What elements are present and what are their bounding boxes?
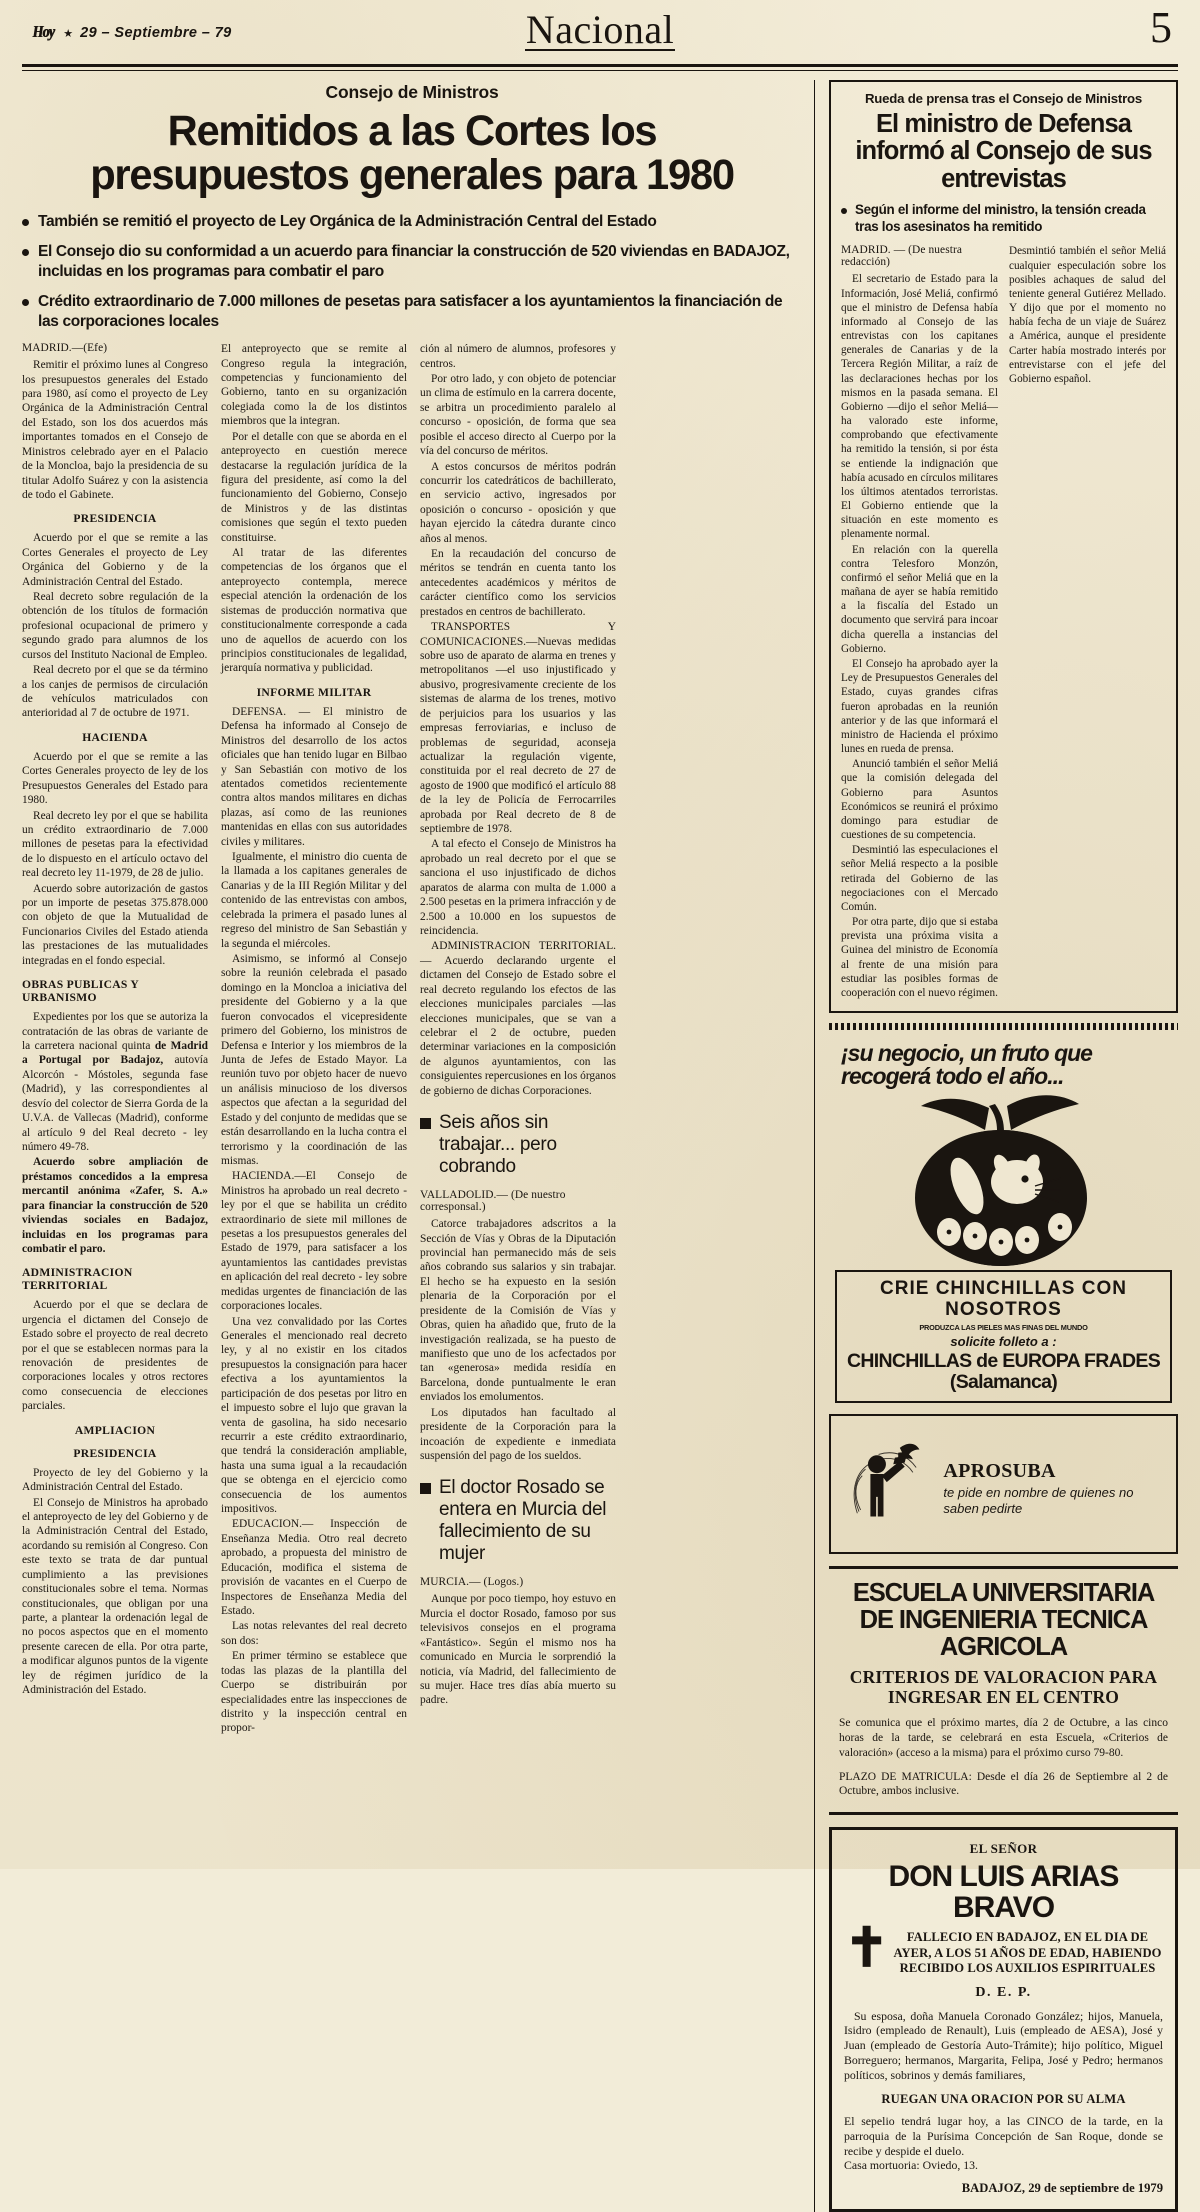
- defensa-column-2: [1009, 244, 1166, 1001]
- defensa-columns: [841, 244, 1166, 1001]
- paragraph: Desmintió las especulaciones el señor Meliá respecto a la posible retirada del Gobierno de las negociaciones con el Mercado Común.: [841, 844, 998, 913]
- dateline: MADRID.—(Efe): [22, 342, 108, 355]
- pull-quote-text: El doctor Rosado se entera en Murcia del fallecimiento de su mujer: [439, 1477, 607, 1565]
- paragraph: En primer término se establece que todas las plazas de la plantilla del Cuerpo se distribuirán por especialidades entre las inspecciones de distrito y la inspección central en propor-: [221, 1650, 407, 1735]
- paragraph: Aunque por poco tiempo, hoy estuvo en Murcia el doctor Rosado, famoso por sus televisivos consejos en el programa «Fantástico». Según el mismo nos ha comunicado en Murcia le sorprendió la noticia, vía Madrid, del fallecimiento de su mujer. Hace tres días abía muerto su padre.: [420, 1593, 616, 1707]
- lead-column-2: [221, 342, 407, 1737]
- escuela-title: ESCUELA UNIVERSITARIA DE INGENIERIA TECNICA AGRICOLA: [852, 1578, 1155, 1661]
- defensa-story-box: [829, 80, 1178, 1013]
- paragraph: Al tratar de las diferentes competencias de los órganos que el anteproyecto contempla, merece especial atención la ordenación de los sistemas de producción normativa que constitucionalmente corresponde a cada uno de aquellos de acuerdo con los principios constitucionales de legalidad, jerarquía normativa y publicidad.: [221, 547, 407, 675]
- section-heading: HACIENDA: [82, 730, 148, 744]
- ad-separator: [829, 1023, 1178, 1030]
- para-part: Expedientes por los que se autoriza la contratación de las obras de variante de la carretera nacional quinta: [22, 1011, 208, 1053]
- square-bullet-icon: [420, 1483, 431, 1494]
- section-heading: ADMINISTRACION TERRITORIAL: [22, 1266, 133, 1293]
- ad-line-1: CRIE CHINCHILLAS CON NOSOTROS: [880, 1278, 1127, 1320]
- paragraph: En la recaudación del concurso de méritos se tendrán en cuenta tanto los antecedentes académicos y méritos de carácter científico como los servicios prestados en centros de bachillerato.: [420, 548, 616, 618]
- para-part: autovía Alcorcón - Móstoles, segunda fase (Madrid), y las correspondientes al desvío del colector de Sierra Gorda de la U.V.A. de Vallecas (Madrid), conforme al artículo 9 del Real decreto - ley número 49-78.: [22, 1054, 209, 1153]
- defensa-column-1: [841, 244, 998, 1001]
- page-number: 5: [1150, 3, 1172, 52]
- paragraph: Proyecto de ley del Gobierno y la Administración Central del Estado.: [22, 1466, 208, 1494]
- paragraph: Los diputados han facultado al presidente de la Corporación para la incoación de expediente e inmediata suspensión del pago de los sueldos.: [420, 1406, 616, 1462]
- paragraph: El secretario de Estado para la Información, José Meliá, confirmó que el ministro de Defensa había informado al Consejo de las entrevistas con los capitanes generales de Canarias y de la Tercera Región Militar, a raíz de las declaraciones hechas por los mismos en la pasada semana. El Gobierno —dijo el señor Meliá— ha valorado este informe, comprobando que efectivamente ha remitido la tensión, si por ésta se entiende la indignación que había acusado en círculos militares los últimos atentados terroristas. El Gobierno entiende que la situación en este momento es plenamente normal.: [841, 273, 998, 541]
- paragraph: Las notas relevantes del real decreto son dos:: [221, 1620, 407, 1647]
- main-story-zone: [22, 80, 814, 2212]
- lead-column-1: [22, 342, 208, 1737]
- paragraph: Por otro lado, y con objeto de potenciar un clima de estímulo en la carrera docente, se arbitra un procedimiento paralelo al concurso - oposición, de forma que sea posible el acceso directo al Cuerpo por la vía del concurso de méritos.: [420, 372, 616, 458]
- ad-escuela-universitaria[interactable]: [829, 1566, 1178, 1815]
- defensa-summary: [841, 202, 1166, 236]
- section-heading: AMPLIACION: [74, 1423, 156, 1437]
- obituary-family: Su esposa, doña Manuela Coronado González; hijos, Manuela, Isidro (empleado de Renault), Luis (empleado de AESA), José y Juan (empleado de Gestoría Auto-Trámite); hijo político, Miguel Borreguero; hermanos, Margarita, Felipa, José y Pedro; hermanos políticos, sobrinos y demás familiares,: [844, 2008, 1163, 2082]
- star-icon: ★: [63, 28, 74, 40]
- square-bullet-icon: [420, 1118, 431, 1129]
- aprosuba-text: [943, 1424, 1166, 1517]
- apple-illustration: [829, 1086, 1178, 1266]
- obituary-dep: D. E. P.: [975, 1984, 1032, 2000]
- summary-bullet: [22, 242, 802, 281]
- lead-summary-list: [22, 212, 802, 332]
- summary-text: Crédito extraordinario de 7.000 millones de pesetas para satisfacer a los ayuntamientos la financiación de las corporaciones locales: [38, 293, 783, 330]
- page-body: [22, 80, 1178, 2212]
- ad-aprosuba[interactable]: [829, 1414, 1178, 1554]
- obituary-senor: EL SEÑOR: [969, 1841, 1038, 1857]
- paragraph: ADMINISTRACION TERRITORIAL.— Acuerdo declarando urgente el dictamen del Consejo de Estado sobre el real decreto regulando los efectos de las elecciones municipales parciales —las elecciones municipales, que se van a celebrar el 2 de octubre, pueden determinar variaciones en la composición de algunos ayuntamientos, con las consiguientes repercusiones en los órganos de gobierno de dichas Corporaciones.: [420, 940, 616, 1097]
- paragraph: EDUCACION.— Inspección de Enseñanza Media. Otro real decreto aprobado, a propuesta del ministro de Educación, modifica el sistema de provisión de vacantes en el Cuerpo de Inspectores de Enseñanza Media del Estado.: [221, 1518, 407, 1617]
- dateline: MURCIA.— (Logos.): [420, 1576, 524, 1589]
- ad-line-2: PRODUZCA LAS PIELES MAS FINAS DEL MUNDO: [919, 1322, 1088, 1332]
- bullet-dot-icon: [22, 299, 29, 306]
- ad-line-3: solicite folleto a :: [950, 1333, 1057, 1349]
- paragraph: En relación con la querella contra Telesforo Monzón, confirmó el señor Meliá que en la mañana de ayer se había remitido a la fiscalía del Estado un documento que servirá para incoar dicha querella a instancias del Gobierno.: [841, 543, 998, 655]
- ad-chinchillas[interactable]: [829, 1040, 1178, 1403]
- paragraph: Por otra parte, dijo que si estaba prevista una próxima visita a Guinea del ministro de Economía al frente de una misión para estudiar las posibles formas de cooperación con el nuevo régimen.: [841, 916, 998, 999]
- summary-bullet: [22, 292, 802, 331]
- summary-text: También se remitió el proyecto de Ley Orgánica de la Administración Central del Estado: [38, 212, 657, 230]
- pull-quote-text: Seis años sin trabajar... pero cobrando: [439, 1112, 557, 1178]
- obituary-detail: FALLECIO EN BADAJOZ, EN EL DIA DE AYER, A LOS 51 AÑOS DE EDAD, HABIENDO RECIBIDO LOS AUXILIOS ESPIRITUALES: [893, 1930, 1162, 1976]
- paragraph: ción al número de alumnos, profesores y centros.: [420, 343, 616, 370]
- section-heading: INFORME MILITAR: [256, 685, 372, 699]
- paragraph: Catorce trabajadores adscritos a la Sección de Vías y Obras de la Diputación provincial han permanecido más de seis años cobrando sus salarios y sin trabajar. El hecho se ha expuesto en la sesión plenaria de la Corporación por el presidente de la Comisión de Vías y Obras, quien ha añadido que, fruto de la investigación realizada, se ha puesto de manifiesto que uno de los acfectados por tan «generosa» medida residía en Barcelona, donde puntualmente le eran enviados los emolumentos.: [420, 1218, 616, 1404]
- obituary-city-date: BADAJOZ, 29 de septiembre de 1979: [961, 2181, 1163, 2196]
- paragraph: El Consejo de Ministros ha aprobado el anteproyecto de ley del Gobierno y de la Administración Central del Estado, acordando su remisión al Congreso. Con este texto se trata de dar puntual cumplimiento a las previsiones constitucionales sobre el tema. Normas constitucionales, que obligan por una parte, a plantear la ordenación legal de no pocos aspectos que en el momento presente carecen de ella. Por otra parte, a modificar algunos puntos de la vigente ley de régimen jurídico de la Administración del Estado.: [22, 1496, 208, 1697]
- paragraph: Por el detalle con que se aborda en el anteproyecto en cuestión merece destacarse la regulación jurídica de la figura del presidente, así como la del funcionamiento del Gobierno, Consejo de Ministros y de las distintas comisiones que según el texto pueden constituirse.: [221, 430, 407, 544]
- aprosuba-name: APROSUBA: [943, 1459, 1056, 1482]
- apple-chinchillas-icon: [839, 1086, 1169, 1266]
- paragraph: Desmintió también el señor Meliá cualquier especulación sobre los posibles achaques de salud del teniente general Gutiérez Mellado. Y dijo que por el momento no había fecha de un viaje de Suárez a América, aunque el presidente Carter había mostrado interés por entrevistarse con el jefe del Gobierno español.: [1009, 245, 1166, 385]
- masthead: [22, 0, 1178, 62]
- ad-chinchillas-box: [835, 1270, 1172, 1403]
- lead-columns: [22, 342, 802, 1737]
- obituary-funeral: El sepelio tendrá lugar hoy, a las CINCO de la tarde, en la parroquia de la Purísima Concepción de San Roque, donde se recibe y despide el duelo.: [844, 2113, 1163, 2158]
- ad-obituary[interactable]: [829, 1827, 1178, 2212]
- person-releasing-dove-icon: [841, 1424, 937, 1542]
- aprosuba-slogan: te pide en nombre de quienes no saben pedirte: [943, 1484, 1134, 1516]
- summary-text: Según el informe del ministro, la tensión creada tras los asesinatos ha remitido: [855, 201, 1146, 234]
- paragraph: Real decreto ley por el que se habilita un crédito extraordinario de 7.000 millones de pesetas para la efectividad de lo dispuesto en el artículo octavo del real decreto ley 11-1979, de 28 de julio.: [22, 809, 208, 880]
- section-title: Nacional: [22, 6, 1178, 51]
- para-bold: de Madrid a Portugal por Badajoz,: [22, 1040, 208, 1067]
- paragraph: A tal efecto el Consejo de Ministros ha aprobado un real decreto por el que se sanciona el uso injustificado de dichos aparatos de alarma con multa de 1.000 a 2.500 pesetas en la primera infracción y de 2.500 a 10.000 en los supuestos de reincidencia.: [420, 838, 616, 938]
- bullet-dot-icon: [841, 208, 847, 214]
- paragraph: El anteproyecto que se remite al Congreso regula la integración, competencias y funcionamiento del Gobierno, tanto en su organización colegiada como la de los distintos miembros que la integran.: [221, 343, 407, 428]
- lead-column-3: [420, 342, 616, 1737]
- paragraph: [22, 1010, 208, 1154]
- bullet-dot-icon: [22, 249, 29, 256]
- paragraph-bold: Acuerdo sobre ampliación de préstamos concedidos a la empresa mercantil anónima «Zafer, S. A.» para financiar la construcción de 520 viviendas sociales en Badajoz, incluidas en los programas para combatir el paro.: [22, 1156, 208, 1255]
- issue-date: 29 – Septiembre – 79: [80, 25, 232, 41]
- summary-text: El Consejo dio su conformidad a un acuerdo para financiar la construcción de 520 viviendas en BADAJOZ, incluidas en los programas para combatir el paro: [38, 243, 790, 280]
- paragraph: Acuerdo por el que se remite a las Cortes Generales proyecto de ley de los Presupuestos Generales del Estado para 1980.: [22, 750, 208, 807]
- paragraph: Real decreto sobre regulación de la obtención de los títulos de formación profesional ocupacional de primero y segundo grado para alumnos de los cursos del Instituto Nacional de Empleo.: [22, 591, 208, 661]
- escuela-matricula: PLAZO DE MATRICULA: Desde el día 26 de Septiembre al 2 de Octubre, ambos inclusive.: [839, 1770, 1168, 1798]
- paragraph: A estos concursos de méritos podrán concurrir los catedráticos de bachillerato, en servicio activo, ingresados por oposición o concurso - oposición y que hayan ejercido la cátedra durante cinco años al menos.: [420, 460, 616, 545]
- summary-bullet: [22, 212, 802, 232]
- paragraph: Acuerdo por el que se declara de urgencia el dictamen del Consejo de Estado sobre el proyecto de real decreto por el que se establecen normas para la renovación de presidentes de corporaciones locales y otros rectores como consecuencia de elecciones parciales.: [22, 1299, 208, 1413]
- obituary-detail-row: [844, 1918, 1163, 1979]
- paragraph: TRANSPORTES Y COMUNICACIONES.—Nuevas medidas sobre uso de aparato de alarma en trenes y metropolitanos —el uso injustificado y abusivo, progresivamente creciente de los sistemas de alarma de los trenes, motivo de perjuicios para los usuarios y las empresas ferroviarias, e incluso de problemas de seguridad, aconseja actualizar la regulación vigente, constituida por el real decreto de 27 de agosto de 1900 que modificó el artículo 88 de la ley de Policía de Ferrocarriles aprobada por Real decreto de 8 de septiembre de 1978.: [420, 621, 616, 836]
- obituary-casa: Casa mortuoria: Oviedo, 13.: [844, 2158, 978, 2173]
- paragraph: Real decreto por el que se da término a los canjes de permisos de circulación de vehículos matriculados con anterioridad al 7 de octubre de 1971.: [22, 664, 208, 720]
- paragraph: DEFENSA. — El ministro de Defensa ha informado al Consejo de Ministros del desarrollo de los actos oficiales que han tenido lugar en Bilbao y San Sebastián con motivo de los atentados cometidos recientemente contra altos mandos militares en dichas plazas, así como de las reuniones mantenidas en ellas con sus autoridades civiles y militares.: [221, 705, 407, 848]
- lead-headline: Remitidos a las Cortes los presupuestos generales para 1980: [90, 107, 734, 200]
- escuela-subtitle: CRITERIOS DE VALORACION PARA INGRESAR EN EL CENTRO: [849, 1667, 1158, 1707]
- obituary-prayer: RUEGAN UNA ORACION POR SU ALMA: [881, 2091, 1126, 2106]
- paragraph: Acuerdo por el que se remite a las Cortes Generales el proyecto de Ley Orgánica del Gobierno y de la Administración Central del Estado.: [22, 532, 208, 588]
- lead-kicker: Consejo de Ministros: [325, 82, 499, 102]
- bullet-dot-icon: [22, 219, 29, 226]
- section-heading: PRESIDENCIA: [73, 512, 157, 526]
- hoy-logo: Hoy: [32, 22, 54, 41]
- pull-quote: [420, 1477, 616, 1565]
- paragraph: Acuerdo sobre autorización de gastos por un importe de pesetas 375.878.000 con objeto de que la Mutualidad de Funcionarios Civiles del Estado atienda las prestaciones de las mutualidades integradas en el fondo especial.: [22, 882, 208, 967]
- paragraph: Remitir el próximo lunes al Congreso los presupuestos generales del Estado para 1980, así como el proyecto de Ley Orgánica de la Administración Central del Estado, son los dos acuerdos más importantes tomados en el Consejo de Ministros celebrado ayer en el Palacio de la Moncloa, bajo la presidencia de su titular Adolfo Suárez y con la asistencia de todo el Gabinete.: [22, 359, 208, 501]
- right-rail: [814, 80, 1178, 2212]
- masthead-rule: [22, 64, 1178, 71]
- paragraph: Una vez convalidado por las Cortes Generales el mencionado real decreto ley, y al no existir en los citados presupuestos la consignación para hacer efectiva a los ayuntamientos la participación de dos pesetas por litro en el impuesto sobre el lujo que gravan la venta de gasolina, ha sido necesario recurrir a este crédito extraordinario, que tendrá la consideración ampliable, hasta una suma igual a la recaudación que se obtenga en el ejercicio como consecuencia de los aumentos impositivos.: [221, 1315, 407, 1516]
- paragraph: Anunció también el señor Meliá que la comisión delegada del Gobierno para Asuntos Económicos se reunirá el próximo domingo para estudiar de cuestiones de su competencia.: [841, 758, 998, 842]
- paragraph: Asimismo, se informó al Consejo sobre la reunión celebrada el pasado domingo en la Moncloa a iniciativa del presidente del Gobierno y a la que fueron convocados el vicepresidente primero del Gobierno, los ministros de Defensa e Interior y los miembros de la Junta de Jefes de Estado Mayor. La reunión tuvo por objeto hacer de nuevo un análisis minucioso de los diversos aspectos que afectan a la seguridad del Estado y del conjunto de medidas que se están desarrollando en la lucha contra el terrorismo y la coordinación de las mismas.: [221, 953, 407, 1167]
- paragraph: El Consejo ha aprobado ayer la Ley de Presupuestos Generales del Estado, cuyas grandes cifras fueron aprobadas en la reunión anterior y de las que informará el ministro de Hacienda el próximo lunes en rueda de prensa.: [841, 657, 998, 756]
- paragraph: Igualmente, el ministro dio cuenta de la llamada a los capitanes generales de Canarias y de la III Región Militar y del contenido de las entrevistas con ambos, celebrada la primera el pasado lunes al regreso del ministro de San Sebastián y la segunda el miércoles.: [221, 851, 407, 950]
- obituary-name: DON LUIS ARIAS BRAVO: [888, 1860, 1119, 1925]
- cross-icon: ✝: [844, 1918, 890, 1979]
- defensa-kicker: Rueda de prensa tras el Consejo de Ministros: [864, 91, 1142, 106]
- defensa-headline: El ministro de Defensa informó al Consejo de sus entrevistas: [855, 110, 1152, 193]
- escuela-body: Se comunica que el próximo martes, día 2 de Octubre, a las cinco horas de la tarde, se celebrará en esta Escuela, «Criterios de valoración» (acceso a la misma) para el próximo curso 79-80.: [839, 1717, 1168, 1759]
- section-heading: PRESIDENCIA: [73, 1446, 157, 1460]
- dateline: MADRID. — (De nuestra redacción): [841, 244, 963, 269]
- ad-chinchillas-headline: ¡su negocio, un fruto que recogerá todo el año...: [841, 1040, 1092, 1090]
- ad-line-4: CHINCHILLAS de EUROPA FRADES (Salamanca): [847, 1349, 1160, 1393]
- paragraph: HACIENDA.—El Consejo de Ministros ha aprobado un real decreto - ley por el que se habilita un crédito extraordinario de siete mil millones de pesetas a los presupuestos generales del Estado de 1979, para satisfacer a los ayuntamientos las cantidades previstas en aplicación del real decreto - ley sobre medidas urgentes de financiación de las corporaciones locales.: [221, 1170, 407, 1313]
- dateline: VALLADOLID.— (De nuestro corresponsal.): [420, 1189, 566, 1214]
- pull-quote: [420, 1112, 616, 1178]
- section-heading: OBRAS PUBLICAS Y URBANISMO: [22, 978, 139, 1005]
